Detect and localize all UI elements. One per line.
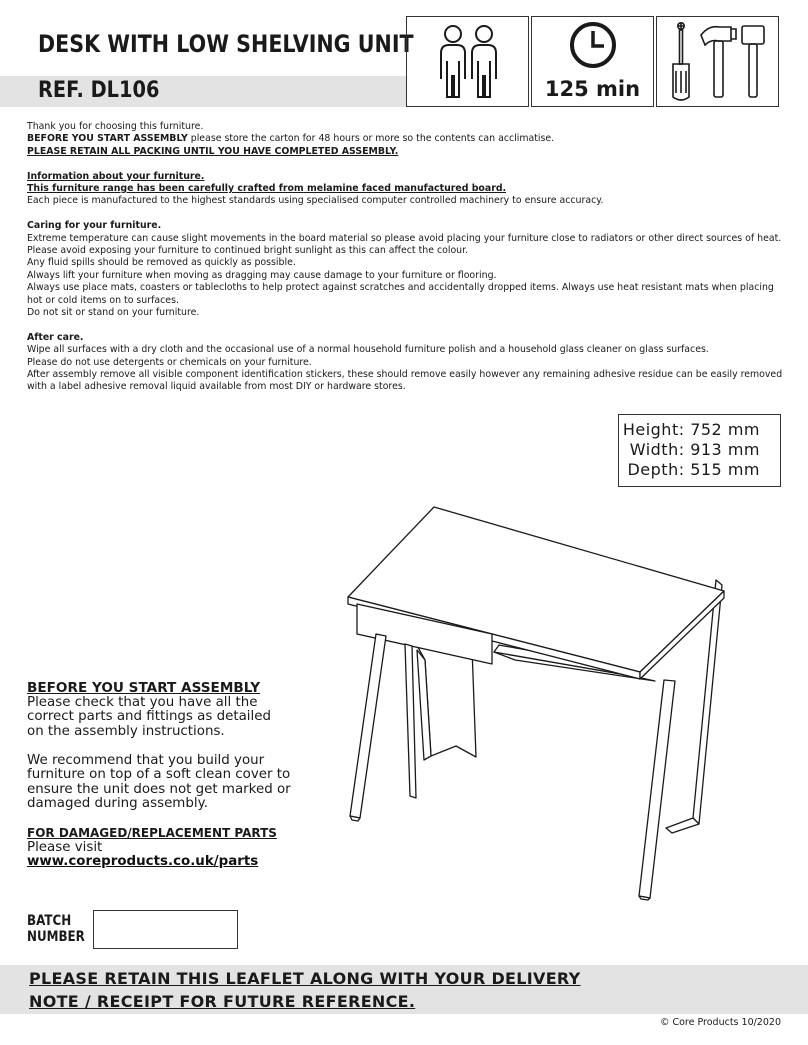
- mallet-icon: [742, 26, 764, 97]
- replacement-parts-link[interactable]: www.coreproducts.co.uk/parts: [27, 854, 259, 869]
- batch-label-line-1: BATCH: [27, 913, 72, 929]
- batch-number-field: [93, 910, 238, 949]
- caring-line-4: Always lift your furniture when moving as dragging may cause damage to your furniture or flooring.: [27, 269, 497, 281]
- info-heading: Information about your furniture.: [27, 170, 205, 182]
- before-assembly-line: furniture on top of a soft clean cover to: [27, 767, 291, 782]
- before-assembly-section: [27, 681, 307, 870]
- time-box: [531, 16, 654, 107]
- before-assembly-line: ensure the unit does not get marked or: [27, 781, 291, 797]
- caring-line-3: Any fluid spills should be removed as quickly as possible.: [27, 257, 296, 269]
- page-title: DESK WITH LOW SHELVING UNIT: [38, 30, 414, 58]
- after-line-3: After assembly remove all visible component identification stickers, these should remove easily however any remaining adhesive residue can be easily removed with a label adhesive removal liquid available from most DIY or hardware stores.: [27, 369, 783, 393]
- info-line-1: This furniture range has been carefully crafted from melamine faced manufactured board.: [27, 183, 507, 195]
- info-line-2: Each piece is manufactured to the highest standards using specialised computer controlled machinery to ensure accuracy.: [27, 195, 604, 207]
- intro-carton: BEFORE YOU START ASSEMBLY please store the carton for 48 hours or more so the contents can acclimatise.: [27, 133, 555, 145]
- caring-line-2: Please avoid exposing your furniture to continued bright sunlight as this can affect the colour.: [27, 245, 469, 257]
- screwdriver-icon: [673, 23, 689, 100]
- dimension-height: Height: 752 mm: [622, 420, 760, 439]
- hammer-icon: [701, 27, 736, 97]
- replacement-parts-text: Please visit: [27, 839, 103, 855]
- dimension-depth: Depth: 515 mm: [627, 460, 760, 479]
- tools-box: [656, 16, 779, 107]
- caring-heading: Caring for your furniture.: [27, 220, 162, 232]
- clock-icon: [532, 17, 655, 77]
- after-line-1: Wipe all surfaces with a dry cloth and the occasional use of a normal household furniture polish and a household glass cleaner on glass surfaces.: [27, 344, 709, 356]
- batch-label: [27, 913, 85, 945]
- before-assembly-line: correct parts and fittings as detailed: [27, 709, 271, 724]
- caring-line-5: Always use place mats, coasters or tablecloths to help protect against scratches and accidentally dropped items. Always use heat resistant mats when placing hot or cold items on to surfaces.: [27, 282, 774, 306]
- intro-text: [27, 121, 787, 394]
- dimensions-box: [618, 414, 781, 487]
- before-assembly-line: Please check that you have all the: [27, 694, 258, 710]
- caring-line-1: Extreme temperature can cause slight movements in the board material so please avoid placing your furniture close to radiators or other direct sources of heat.: [27, 232, 782, 244]
- dimension-width: Width: 913 mm: [629, 440, 760, 459]
- after-heading: After care.: [27, 331, 84, 343]
- retain-notice-line-1: PLEASE RETAIN THIS LEAFLET ALONG WITH YOUR DELIVERY: [29, 969, 581, 988]
- two-people-icon: [407, 17, 530, 108]
- product-ref: REF. DL106: [38, 78, 160, 103]
- after-line-2: Please do not use detergents or chemicals on your furniture.: [27, 356, 312, 368]
- caring-line-6: Do not sit or stand on your furniture.: [27, 307, 200, 319]
- before-assembly-line: damaged during assembly.: [27, 796, 208, 811]
- before-assembly-line: We recommend that you build your: [27, 752, 265, 768]
- batch-label-line-2: NUMBER: [27, 929, 85, 945]
- copyright: © Core Products 10/2020: [659, 1017, 781, 1028]
- replacement-parts-heading: FOR DAMAGED/REPLACEMENT PARTS: [27, 826, 277, 840]
- people-box: [406, 16, 529, 107]
- desk-illustration: [340, 505, 740, 905]
- retain-notice: [29, 967, 581, 1013]
- intro-retain-packing: PLEASE RETAIN ALL PACKING UNTIL YOU HAVE COMPLETED ASSEMBLY.: [27, 145, 399, 157]
- before-assembly-heading: BEFORE YOU START ASSEMBLY: [27, 680, 261, 696]
- retain-notice-line-2: NOTE / RECEIPT FOR FUTURE REFERENCE.: [29, 992, 416, 1011]
- assembly-time: 125 min: [544, 77, 641, 101]
- intro-thanks: Thank you for choosing this furniture.: [27, 121, 204, 132]
- before-assembly-line: on the assembly instructions.: [27, 723, 225, 739]
